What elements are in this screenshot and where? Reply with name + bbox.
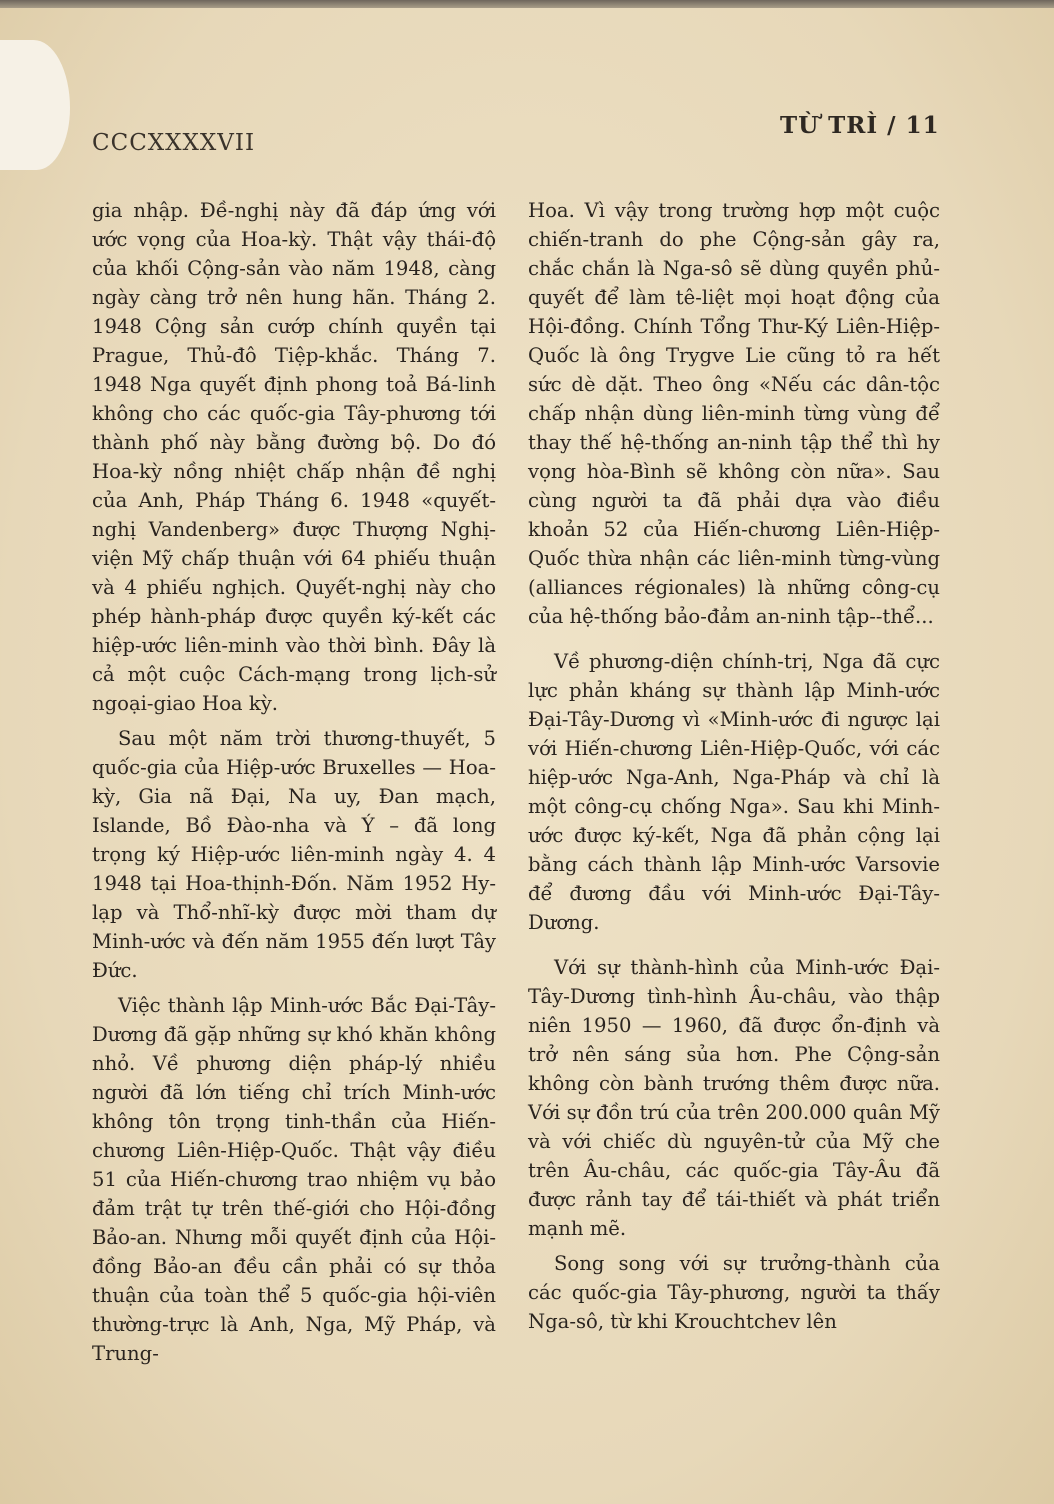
left-paragraph-2: Sau một năm trời thương-thuyết, 5 quốc-gia của Hiệp-ước Bruxelles — Hoa-kỳ, Gia nã Đại, Na uy, Đan mạch, Islande, Bồ Đào-nha và Ý – đã long trọng ký Hiệp-ước liên-minh ngày 4. 4 1948 tại Hoa-thịnh-Đốn. Năm 1952 Hy-lạp và Thổ-nhĩ-kỳ được mời tham dự Minh-ước và đến năm 1955 đến lượt Tây Đức.: [92, 727, 496, 982]
right-paragraph-2: Về phương-diện chính-trị, Nga đã cực lực phản kháng sự thành lập Minh-ước Đại-Tây-Dương vì «Minh-ước đi ngược lại với Hiến-chương Liên-Hiệp-Quốc, với các hiệp-ước Nga-Anh, Nga-Pháp và chỉ là một công-cụ chống Nga». Sau khi Minh-ước được ký-kết, Nga đã phản cộng lại bằng cách thành lập Minh-ước Varsovie để đương đầu với Minh-ước Đại-Tây-Dương.: [528, 650, 940, 934]
left-column: [92, 196, 496, 1368]
top-border: [0, 0, 1054, 8]
right-paragraph-3: Với sự thành-hình của Minh-ước Đại-Tây-Dương tình-hình Âu-châu, vào thập niên 1950 — 1960, đã được ổn-định và trở nên sáng sủa hơn. Phe Cộng-sản không còn bành trướng thêm được nữa. Với sự đồn trú của trên 200.000 quân Mỹ và với chiếc dù nguyên-tử của Mỹ che trên Âu-châu, các quốc-gia Tây-Âu đã được rảnh tay để tái-thiết và phát triển mạnh mẽ.: [528, 956, 940, 1240]
right-column: [528, 196, 940, 1336]
paper-damage: [0, 40, 70, 170]
left-paragraph-1: gia nhập. Đề-nghị này đã đáp ứng với ước vọng của Hoa-kỳ. Thật vậy thái-độ của khối Cộng-sản vào năm 1948, càng ngày càng trở nên hung hãn. Tháng 2. 1948 Cộng sản cướp chính quyền tại Prague, Thủ-đô Tiệp-khắc. Tháng 7. 1948 Nga quyết định phong toả Bá-linh không cho các quốc-gia Tây-phương tới thành phố này bằng đường bộ. Do đó Hoa-kỳ nồng nhiệt chấp nhận đề nghị của Anh, Pháp Tháng 6. 1948 «quyết-nghị Vandenberg» được Thượng Nghị-viện Mỹ chấp thuận với 64 phiếu thuận và 4 phiếu nghịch. Quyết-nghị này cho phép hành-pháp được quyền ký-kết các hiệp-ước liên-minh vào thời bình. Đây là cả một cuộc Cách-mạng trong lịch-sử ngoại-giao Hoa kỳ.: [92, 199, 496, 715]
right-paragraph-1: Hoa. Vì vậy trong trường hợp một cuộc chiến-tranh do phe Cộng-sản gây ra, chắc chắn là Nga-sô sẽ dùng quyền phủ-quyết để làm tê-liệt mọi hoạt động của Hội-đồng. Chính Tổng Thư-Ký Liên-Hiệp-Quốc là ông Trygve Lie cũng tỏ ra hết sức dè dặt. Theo ông «Nếu các dân-tộc chấp nhận dùng liên-minh từng vùng để thay thế hệ-thống an-ninh tập thể thì hy vọng hòa-Bình sẽ không còn nữa». Sau cùng người ta đã phải dựa vào điều khoản 52 của Hiến-chương Liên-Hiệp-Quốc thừa nhận các liên-minh từng-vùng (alliances régionales) là những công-cụ của hệ-thống bảo-đảm an-ninh tập--thể...: [528, 199, 940, 628]
running-header: TỪ TRÌ / 11: [780, 112, 940, 139]
page-roman-numeral: CCCXXXXVII: [92, 130, 256, 156]
left-paragraph-3: Việc thành lập Minh-ước Bắc Đại-Tây-Dương đã gặp những sự khó khăn không nhỏ. Về phương diện pháp-lý nhiều người đã lớn tiếng chỉ trích Minh-ước không tôn trọng tinh-thần của Hiến-chương Liên-Hiệp-Quốc. Thật vậy điều 51 của Hiến-chương trao nhiệm vụ bảo đảm trật tự trên thế-giới cho Hội-đồng Bảo-an. Nhưng mỗi quyết định của Hội-đồng Bảo-an đều cần phải có sự thỏa thuận của toàn thể 5 quốc-gia hội-viên thường-trực là Anh, Nga, Mỹ Pháp, và Trung-: [92, 994, 496, 1365]
right-paragraph-4: Song song với sự trưởng-thành của các quốc-gia Tây-phương, người ta thấy Nga-sô, từ khi Krouchtchev lên: [528, 1252, 940, 1333]
